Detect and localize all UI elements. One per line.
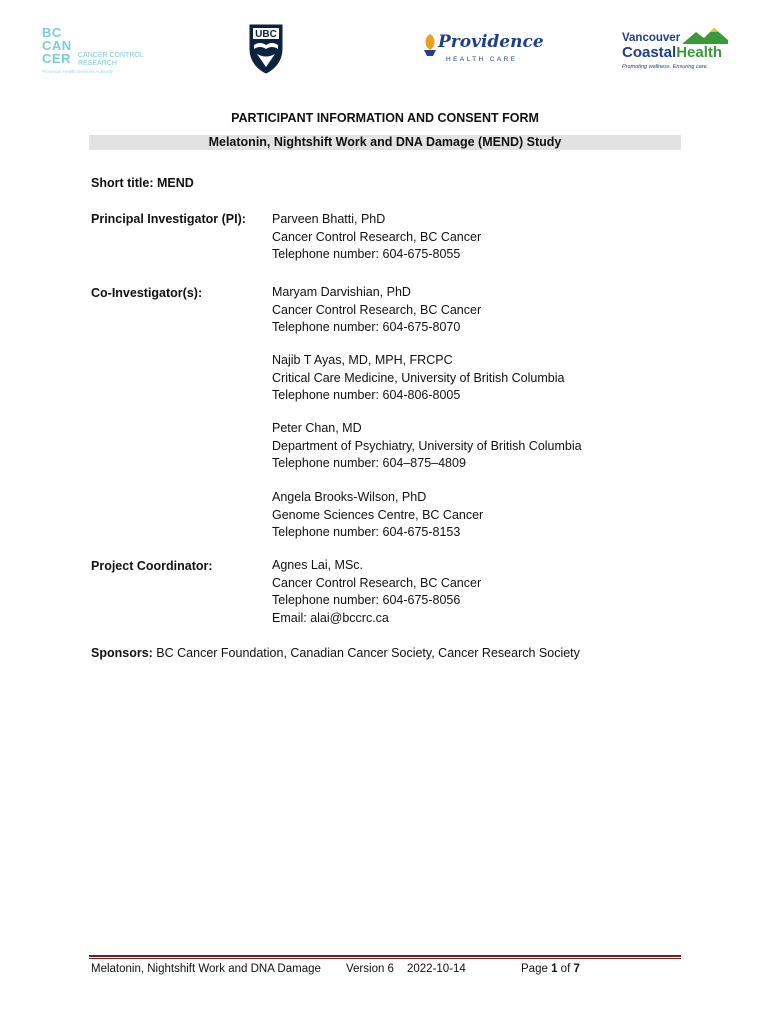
short-title: Short title: MEND [91, 176, 194, 190]
footer-version: Version 6 [346, 963, 394, 975]
coinvestigator-name: Angela Brooks-Wilson, PhD [272, 490, 427, 504]
sponsors-text: BC Cancer Foundation, Canadian Cancer Society, Cancer Research Society [156, 646, 580, 660]
coinvestigator-affiliation: Genome Sciences Centre, BC Cancer [272, 507, 484, 522]
coinvestigator-phone: Telephone number: 604–875–4809 [272, 456, 466, 470]
providence-mark-icon [420, 32, 440, 58]
vch-logo [620, 26, 730, 78]
bc-cancer-tagline: Provincial Health Services Authority [42, 69, 114, 74]
study-title: Melatonin, Nightshift Work and DNA Damage (MEND) Study [89, 135, 681, 150]
footer-page: Page 1 of 7 [521, 963, 580, 975]
coordinator-email: Email: alai@bccrc.ca [272, 610, 389, 625]
coordinator-name: Agnes Lai, MSc. [272, 558, 364, 572]
logo-row [0, 20, 770, 80]
bc-cancer-logo [42, 26, 152, 86]
ubc-logo [248, 23, 284, 75]
coinvestigator-affiliation: Cancer Control Research, BC Cancer [272, 302, 482, 317]
coinvestigator-1 [272, 284, 481, 337]
coordinator-details [272, 557, 481, 627]
providence-wordmark: Providence [438, 32, 544, 52]
vch-line2: CoastalHealth [622, 44, 723, 61]
footer-doc-title: Melatonin, Nightshift Work and DNA Damage [91, 963, 321, 975]
providence-subtitle: HEALTH CARE [446, 56, 518, 63]
coordinator-phone: Telephone number: 604-675-8056 [272, 593, 461, 607]
pi-label: Principal Investigator (PI): [91, 212, 246, 226]
coordinator-affiliation: Cancer Control Research, BC Cancer [272, 575, 482, 590]
coinvestigator-affiliation: Department of Psychiatry, University of British Columbia [272, 438, 582, 453]
coinvestigator-3 [272, 420, 582, 473]
pi-details [272, 211, 481, 264]
document-title: PARTICIPANT INFORMATION AND CONSENT FORM [231, 111, 539, 125]
bc-cancer-logo-line1: BC [42, 25, 62, 40]
coinvestigator-phone: Telephone number: 604-675-8070 [272, 320, 461, 334]
coinvestigator-4 [272, 489, 483, 542]
pi-name: Parveen Bhatti, PhD [272, 212, 386, 226]
coordinator-label: Project Coordinator: [91, 559, 213, 573]
ubc-logo-text: UBC [255, 29, 277, 40]
footer-rule [89, 955, 681, 957]
pi-phone: Telephone number: 604-675-8055 [272, 247, 461, 261]
bc-cancer-logo-line2: CAN [42, 38, 72, 53]
mountain-icon [682, 26, 728, 46]
pi-affiliation: Cancer Control Research, BC Cancer [272, 229, 482, 244]
vch-tagline: Promoting wellness. Ensuring care. [622, 64, 709, 70]
footer-rule-thin [89, 958, 681, 959]
bc-cancer-logo-line3: CER [42, 51, 71, 66]
coinvestigator-phone: Telephone number: 604-675-8153 [272, 525, 461, 539]
coinvestigators-label: Co-Investigator(s): [91, 286, 203, 300]
sponsors [91, 646, 580, 660]
coinvestigator-name: Najib T Ayas, MD, MPH, FRCPC [272, 353, 453, 367]
vch-line1: Vancouver [622, 32, 681, 44]
sponsors-label: Sponsors: [91, 646, 153, 660]
coinvestigator-name: Peter Chan, MD [272, 421, 362, 435]
coinvestigator-affiliation: Critical Care Medicine, University of British Columbia [272, 370, 565, 385]
footer-date: 2022-10-14 [407, 963, 466, 975]
bc-cancer-logo-sub: CANCER CONTROL RESEARCH [78, 52, 144, 67]
coinvestigator-2 [272, 352, 564, 405]
providence-logo [420, 30, 544, 76]
coinvestigator-name: Maryam Darvishian, PhD [272, 285, 411, 299]
coinvestigator-phone: Telephone number: 604-806-8005 [272, 388, 461, 402]
